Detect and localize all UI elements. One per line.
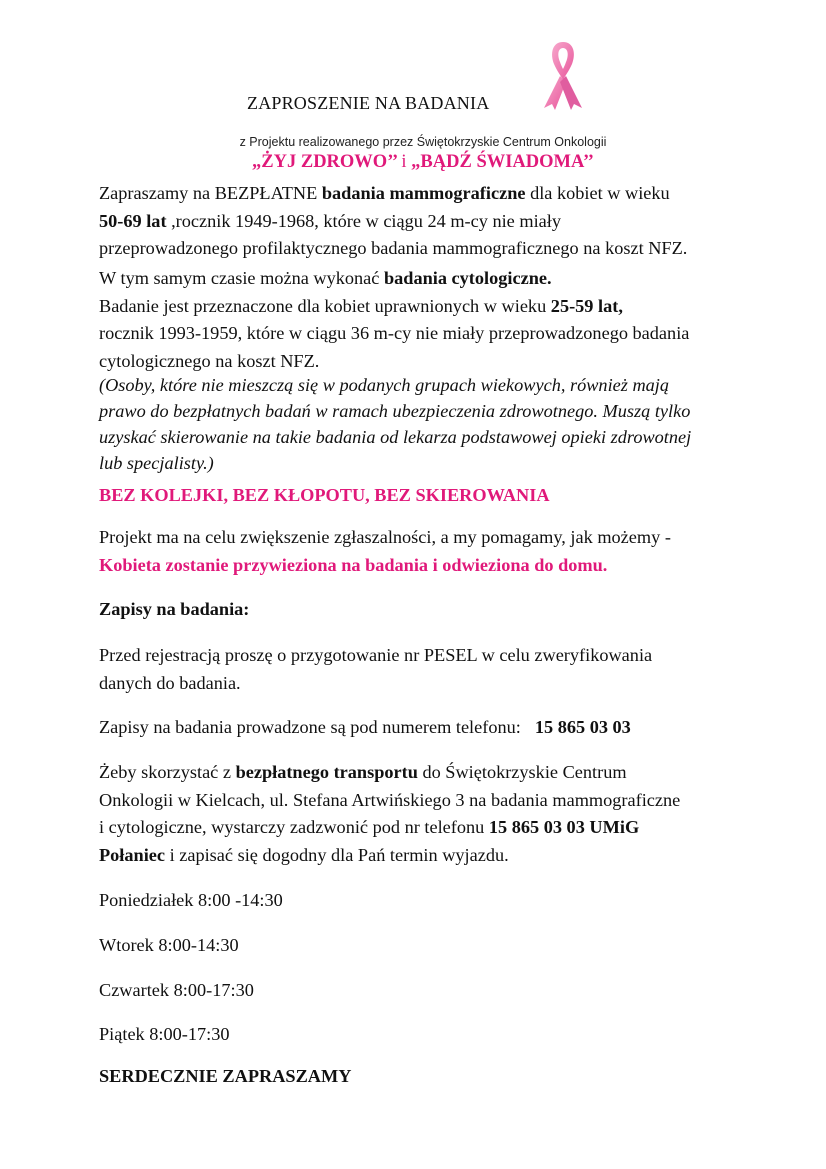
mammography-paragraph <box>99 180 739 263</box>
registration-heading: Zapisy na badania: <box>99 599 250 619</box>
age-range-mammo: 50-69 lat <box>99 210 167 231</box>
transport-phone-city: Połaniec <box>99 844 166 865</box>
subtitle: z Projektu realizowanego przez Świętokrzyskie Centrum Onkologii <box>239 135 607 149</box>
phone-line <box>99 714 739 742</box>
free-transport-emphasis: bezpłatnego transportu <box>235 762 418 782</box>
text-span: Badanie jest przeznaczone dla kobiet uprawnionych w wieku <box>99 295 551 316</box>
text-line: Projekt ma na celu zwiększenie zgłaszalności, a my pomagamy, jak możemy - <box>99 527 671 547</box>
project-name-2: „BĄDŹ ŚWIADOMA’’ <box>411 152 594 172</box>
hours-thursday: Czwartek 8:00-17:30 <box>99 980 254 1000</box>
text-span: Żeby skorzystać z <box>99 762 236 782</box>
transport-paragraph <box>99 759 739 869</box>
hours-monday: Poniedziałek 8:00 -14:30 <box>99 890 283 910</box>
text-line: rocznik 1993-1959, które w ciągu 36 m-cy nie miały przeprowadzonego badania <box>99 323 690 343</box>
text-line: przeprowadzonego profilaktycznego badania mammograficznego na koszt NFZ. <box>99 238 688 258</box>
text-span: i cytologiczne, wystarczy zadzwonić pod nr telefonu <box>99 817 489 837</box>
text-line: danych do badania. <box>99 672 241 693</box>
text-span: dla kobiet w wieku <box>525 183 670 203</box>
phone-label: Zapisy na badania prowadzone są pod numerem telefonu: <box>99 717 521 737</box>
pesel-paragraph <box>99 642 739 697</box>
text-span: i zapisać się dogodny dla Pań termin wyjazdu. <box>165 844 509 865</box>
slogan: BEZ KOLEJKI, BEZ KŁOPOTU, BEZ SKIEROWANIA <box>99 485 550 505</box>
text-span: Zapraszamy na BEZPŁATNE <box>99 183 322 203</box>
text-span: W tym samym czasie można wykonać <box>99 268 384 288</box>
text-line: Przed rejestracją proszę o przygotowanie nr PESEL w celu zweryfikowania <box>99 645 653 665</box>
text-line: (Osoby, które nie mieszczą się w podanych grupach wiekowych, również mają <box>99 375 670 395</box>
transport-promise: Kobieta zostanie przywieziona na badania i odwieziona do domu. <box>99 554 608 575</box>
text-line: lub specjalisty.) <box>99 453 214 473</box>
phone-number: 15 865 03 03 <box>534 717 631 737</box>
hours-friday: Piątek 8:00-17:30 <box>99 1024 230 1044</box>
text-span: ,rocznik 1949-1968, które w ciągu 24 m-cy nie miały <box>166 210 561 231</box>
text-line: Onkologii w Kielcach, ul. Stefana Artwińskiego 3 na badania mammograficzne <box>99 789 681 810</box>
text-span: do Świętokrzyskie Centrum <box>417 762 627 782</box>
project-names <box>0 152 826 173</box>
pink-ribbon-icon <box>538 38 588 112</box>
cytology-paragraph <box>99 265 739 375</box>
text-line: cytologicznego na koszt NFZ. <box>99 350 320 371</box>
conjunction: i <box>401 152 407 172</box>
age-range-cyto: 25-59 lat, <box>550 295 623 316</box>
project-paragraph <box>99 524 739 579</box>
project-name-1: „ŻYJ ZDROWO’’ <box>252 152 397 172</box>
hours-tuesday: Wtorek 8:00-14:30 <box>99 935 239 955</box>
text-line: prawo do bezpłatnych badań w ramach ubezpieczenia zdrowotnego. Muszą tylko <box>99 401 691 421</box>
text-line: uzyskać skierowanie na takie badania od lekarza podstawowej opieki zdrowotnej <box>99 427 692 447</box>
closing-text: SERDECZNIE ZAPRASZAMY <box>99 1066 352 1086</box>
note-paragraph <box>99 372 739 476</box>
cytology-emphasis: badania cytologiczne. <box>383 268 552 288</box>
transport-phone: 15 865 03 03 UMiG <box>488 817 640 837</box>
page-title: ZAPROSZENIE NA BADANIA <box>247 93 490 113</box>
mammography-emphasis: badania mammograficzne <box>321 183 526 203</box>
